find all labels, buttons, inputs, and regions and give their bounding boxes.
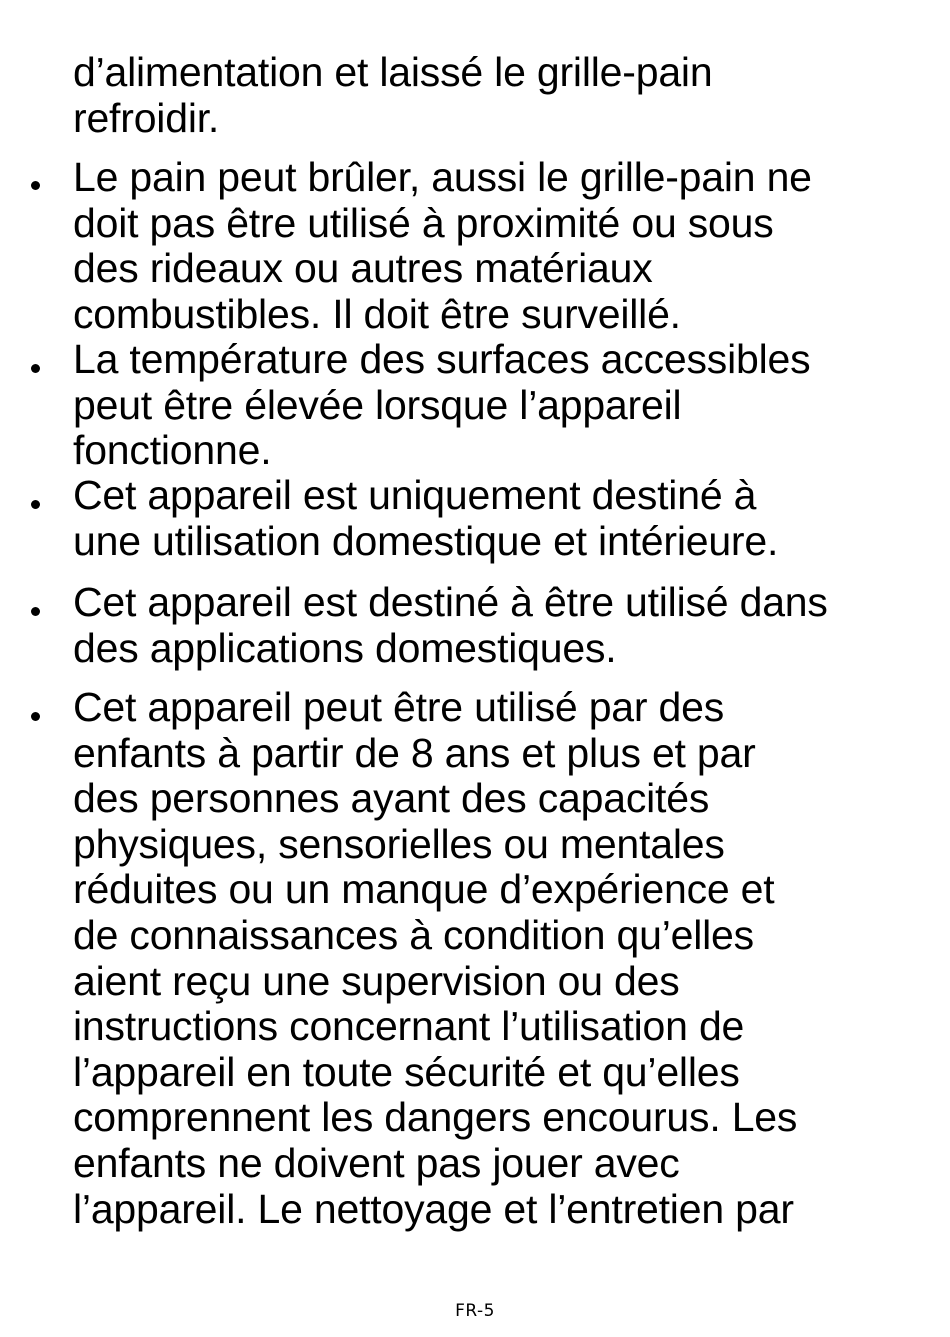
bullet-line: Cet appareil est destiné à être utilisé dans	[73, 579, 828, 625]
bullet-line: l’appareil en toute sécurité et qu’elles	[73, 1048, 740, 1095]
bullet-dot	[31, 607, 40, 616]
bullet-line: fonctionne.	[73, 427, 272, 474]
bullet-line: doit pas être utilisé à proximité ou sous	[73, 199, 774, 246]
bullet-line: comprennent les dangers encourus. Les	[73, 1094, 798, 1141]
bullet-item-surface-temperature	[73, 337, 933, 474]
bullet-line: enfants à partir de 8 ans et plus et par	[73, 729, 756, 776]
continuation-paragraph	[73, 50, 933, 141]
bullet-line: l’appareil. Le nettoyage et l’entretien par	[73, 1185, 794, 1232]
bullet-dot	[31, 364, 40, 373]
bullet-line: instructions concernant l’utilisation de	[73, 1003, 745, 1050]
bullet-line: des applications domestiques.	[73, 624, 617, 671]
bullet-line: Cet appareil est uniquement destiné à	[73, 472, 757, 518]
bullet-line: des rideaux ou autres matériaux	[73, 245, 653, 292]
bullet-line: combustibles. Il doit être surveillé.	[73, 290, 681, 337]
bullet-line: La température des surfaces accessibles	[73, 336, 811, 382]
bullet-line: de connaissances à condition qu’elles	[73, 911, 754, 958]
bullet-dot	[31, 181, 40, 190]
bullet-line: enfants ne doivent pas jouer avec	[73, 1139, 680, 1186]
bullet-line: physiques, sensorielles ou mentales	[73, 820, 725, 867]
bullet-line: peut être élevée lorsque l’appareil	[73, 381, 682, 428]
bullet-item-children-supervision	[73, 685, 933, 1232]
bullet-item-bread-burn	[73, 155, 933, 337]
bullet-dot	[31, 500, 40, 509]
bullet-line: réduites ou un manque d’expérience et	[73, 866, 775, 913]
page-number: FR-5	[455, 1301, 495, 1321]
bullet-line: aient reçu une supervision ou des	[73, 957, 680, 1004]
bullet-item-domestic-applications	[73, 580, 933, 671]
bullet-dot	[31, 712, 40, 721]
bullet-line: Le pain peut brûler, aussi le grille-pain ne	[73, 154, 812, 200]
bullet-line: des personnes ayant des capacités	[73, 775, 710, 822]
bullet-item-domestic-indoor-use	[73, 473, 933, 564]
paragraph-line: d’alimentation et laissé le grille-pain	[73, 49, 713, 95]
bullet-line: Cet appareil peut être utilisé par des	[73, 684, 725, 730]
paragraph-line: refroidir.	[73, 94, 220, 141]
bullet-line: une utilisation domestique et intérieure.	[73, 517, 779, 564]
